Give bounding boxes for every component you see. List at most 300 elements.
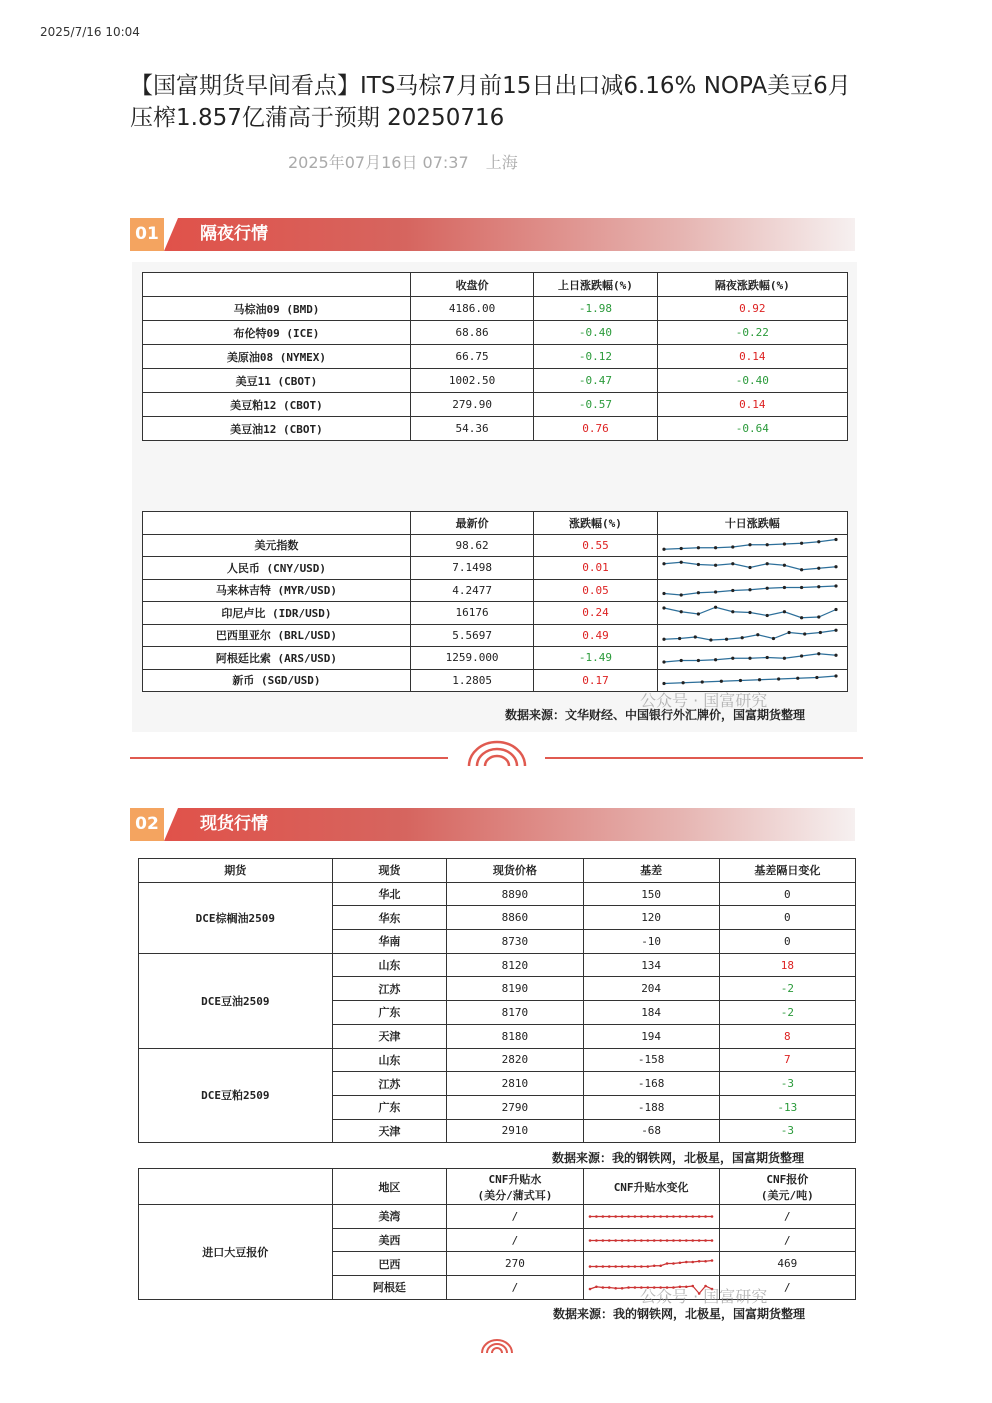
sparkline-point (662, 562, 665, 565)
latest-price: 1259.000 (410, 647, 533, 670)
watermark: 公众号 · 国富研究 (640, 691, 768, 710)
sparkline-point (679, 593, 682, 596)
basis: -68 (583, 1119, 719, 1143)
basis: 134 (583, 953, 719, 977)
sparkline-point (646, 1239, 649, 1242)
table-row (143, 602, 848, 625)
sparkline-point (627, 1286, 630, 1289)
sparkline-point (620, 1287, 623, 1290)
sparkline-point (662, 661, 665, 664)
sparkline-path (664, 676, 836, 684)
instrument-name: 布伦特09 (ICE) (143, 321, 411, 345)
section-number: 02 (130, 808, 164, 841)
table-row (143, 297, 848, 321)
sparkline-path (664, 630, 836, 640)
spot-price: 2790 (447, 1095, 583, 1119)
sparkline-point (700, 680, 703, 683)
sparkline-point (627, 1265, 630, 1268)
cnf-premium-trend (583, 1205, 719, 1229)
sparkline-point (614, 1287, 617, 1290)
overnight-table (142, 272, 848, 441)
spot-price: 2820 (447, 1048, 583, 1072)
night-change: -0.64 (657, 417, 847, 441)
import-label: 进口大豆报价 (139, 1205, 333, 1300)
sparkline-point (714, 658, 717, 661)
sparkline-point (652, 1215, 655, 1218)
sparkline-point (678, 1262, 681, 1265)
sparkline-point (817, 652, 820, 655)
table-row (143, 557, 848, 580)
sparkline-point (696, 613, 699, 616)
sparkline-point (685, 1239, 688, 1242)
spot-price: 8180 (447, 1024, 583, 1048)
article-meta (288, 150, 530, 173)
sparkline-point (800, 541, 803, 544)
sparkline-point (818, 631, 821, 634)
future-contract: DCE豆油2509 (139, 953, 333, 1048)
sparkline-point (748, 543, 751, 546)
sparkline-point (685, 1215, 688, 1218)
ten-day-trend (657, 647, 847, 670)
sparkline-point (731, 562, 734, 565)
basis-change: -3 (719, 1072, 855, 1096)
sparkline-point (614, 1215, 617, 1218)
table-row (143, 534, 848, 557)
sparkline-point (834, 584, 837, 587)
sparkline (658, 625, 842, 646)
ten-day-trend (657, 557, 847, 580)
sparkline-point (633, 1286, 636, 1289)
change-pct: 0.17 (534, 669, 657, 692)
cnf-quote: / (719, 1276, 855, 1300)
basis-change: 18 (719, 953, 855, 977)
sparkline-point (710, 1259, 713, 1262)
sparkline-point (679, 659, 682, 662)
sparkline-point (588, 1288, 591, 1291)
spot-price: 8730 (447, 930, 583, 954)
origin-region: 阿根廷 (332, 1276, 447, 1300)
sparkline-point (817, 616, 820, 619)
change-pct: 0.49 (534, 624, 657, 647)
header-cell: 十日涨跌幅 (657, 512, 847, 535)
sparkline-point (765, 586, 768, 589)
sparkline-point (662, 637, 665, 640)
ten-day-trend (657, 534, 847, 557)
change-pct: 0.05 (534, 579, 657, 602)
day-change: -0.40 (534, 321, 657, 345)
sparkline (658, 535, 842, 556)
sparkline-point (691, 1261, 694, 1264)
header-cell: 期货 (139, 859, 333, 883)
section-header-spot (130, 808, 855, 841)
sparkline-point (817, 585, 820, 588)
sparkline-point (601, 1265, 604, 1268)
data-source-note: 数据来源：我的钢铁网，北极星，国富期货整理 (553, 1307, 806, 1321)
change-pct: -1.49 (534, 647, 657, 670)
header-cell: 最新价 (410, 512, 533, 535)
sparkline-point (756, 633, 759, 636)
sparkline-point (679, 547, 682, 550)
sparkline-point (782, 610, 785, 613)
close-price: 4186.00 (410, 297, 533, 321)
sparkline-point (771, 637, 774, 640)
change-pct: 0.24 (534, 602, 657, 625)
sparkline-point (800, 655, 803, 658)
latest-price: 7.1498 (410, 557, 533, 580)
spot-region: 华北 (332, 882, 447, 906)
sparkline-point (834, 538, 837, 541)
spot-price: 8170 (447, 1001, 583, 1025)
sparkline-point (693, 635, 696, 638)
close-price: 66.75 (410, 345, 533, 369)
sparkline-point (614, 1239, 617, 1242)
sparkline-point (834, 674, 837, 677)
sparkline-point (662, 682, 665, 685)
header-cell: 地区 (332, 1169, 447, 1205)
sparkline-point (697, 1239, 700, 1242)
sparkline-point (640, 1239, 643, 1242)
night-change: 0.14 (657, 345, 847, 369)
sparkline-point (679, 610, 682, 613)
sparkline-point (595, 1239, 598, 1242)
header-cell (143, 273, 411, 297)
sparkline-point (659, 1215, 662, 1218)
spot-price: 2910 (447, 1119, 583, 1143)
header-cell: 现货 (332, 859, 447, 883)
sparkline-point (607, 1286, 610, 1289)
data-source-note: 数据来源：我的钢铁网，北极星，国富期货整理 (552, 1151, 805, 1165)
sparkline-point (765, 543, 768, 546)
sparkline-point (800, 586, 803, 589)
basis-change: 7 (719, 1048, 855, 1072)
latest-price: 98.62 (410, 534, 533, 557)
spot-region: 华东 (332, 906, 447, 930)
sparkline-point (681, 681, 684, 684)
sparkline-point (607, 1215, 610, 1218)
sparkline-point (834, 654, 837, 657)
sparkline-point (662, 592, 665, 595)
table-row (143, 624, 848, 647)
sparkline-point (704, 1260, 707, 1263)
cnf-premium: 270 (447, 1252, 583, 1276)
sparkline-point (595, 1215, 598, 1218)
sparkline-point (704, 1239, 707, 1242)
basis: 120 (583, 906, 719, 930)
article-title: 【国富期货早间看点】ITS马棕7月前15日出口减6.16% NOPA美豆6月压榨1.857亿蒲高于预期 20250716 (130, 73, 851, 131)
header-cell: 现货价格 (447, 859, 583, 883)
cnf-quote: / (719, 1205, 855, 1229)
sparkline-point (709, 638, 712, 641)
sparkline-point (738, 679, 741, 682)
currency-name: 印尼卢比 (IDR/USD) (143, 602, 411, 625)
currency-name: 马来林吉特 (MYR/USD) (143, 579, 411, 602)
instrument-name: 马棕油09 (BMD) (143, 297, 411, 321)
spot-region: 天津 (332, 1024, 447, 1048)
header-cell: 基差 (583, 859, 719, 883)
spot-price: 8120 (447, 953, 583, 977)
table-row (143, 647, 848, 670)
cnf-premium-trend (583, 1228, 719, 1252)
basis: 150 (583, 882, 719, 906)
table-row (143, 579, 848, 602)
sparkline-point (696, 591, 699, 594)
basis: 204 (583, 977, 719, 1001)
sparkline-point (834, 608, 837, 611)
table-row (139, 1205, 856, 1229)
sparkline-point (714, 590, 717, 593)
sparkline-point (697, 1260, 700, 1263)
section-header-overnight (130, 218, 855, 251)
header-cell: CNF升贴水变化 (583, 1169, 719, 1205)
table-row (139, 1048, 856, 1072)
basis: -10 (583, 930, 719, 954)
section-title: 隔夜行情 (200, 224, 268, 244)
sparkline (658, 557, 842, 578)
sparkline-point (588, 1239, 591, 1242)
table-row (143, 345, 848, 369)
sparkline-point (714, 606, 717, 609)
table-header-row (139, 859, 856, 883)
sparkline-point (659, 1265, 662, 1268)
latest-price: 4.2477 (410, 579, 533, 602)
sparkline-point (714, 546, 717, 549)
header-cell: 基差隔日变化 (719, 859, 855, 883)
sparkline-point (696, 563, 699, 566)
future-contract: DCE棕榈油2509 (139, 882, 333, 953)
currency-name: 新币 (SGD/USD) (143, 669, 411, 692)
sparkline-point (672, 1262, 675, 1265)
sparkline-point (765, 562, 768, 565)
sparkline-point (595, 1265, 598, 1268)
section-number: 01 (130, 218, 164, 251)
sparkline-point (787, 631, 790, 634)
table-row (139, 882, 856, 906)
sparkline-point (796, 676, 799, 679)
sparkline-point (691, 1239, 694, 1242)
night-change: -0.22 (657, 321, 847, 345)
spot-price: 8860 (447, 906, 583, 930)
sparkline-point (640, 1265, 643, 1268)
ten-day-trend (657, 624, 847, 647)
basis-change: -13 (719, 1095, 855, 1119)
sparkline-point (719, 679, 722, 682)
sparkline-point (714, 564, 717, 567)
cnf-quote: / (719, 1228, 855, 1252)
spot-region: 江苏 (332, 977, 447, 1001)
sparkline-point (765, 614, 768, 617)
sparkline-point (725, 637, 728, 640)
sparkline-point (758, 678, 761, 681)
cnf-quote: 469 (719, 1252, 855, 1276)
sparkline-point (595, 1285, 598, 1288)
basis-change: 0 (719, 882, 855, 906)
header-cell: CNF升贴水 (美分/蒲式耳) (447, 1169, 583, 1205)
sparkline-point (782, 542, 785, 545)
currency-name: 美元指数 (143, 534, 411, 557)
sparkline-point (834, 565, 837, 568)
table-header-row (139, 1169, 856, 1205)
header-cell: 隔夜涨跌幅(%) (657, 273, 847, 297)
basis: -188 (583, 1095, 719, 1119)
latest-price: 5.5697 (410, 624, 533, 647)
sparkline-point (607, 1265, 610, 1268)
header-cell: 涨跌幅(%) (534, 512, 657, 535)
change-pct: 0.55 (534, 534, 657, 557)
divider-line-right (545, 757, 863, 759)
close-price: 68.86 (410, 321, 533, 345)
basis-change: 0 (719, 930, 855, 954)
sparkline-point (627, 1215, 630, 1218)
night-change: 0.14 (657, 393, 847, 417)
cnf-premium: / (447, 1205, 583, 1229)
data-source-note: 数据来源：文华财经、中国银行外汇牌价，国富期货整理 (505, 708, 806, 722)
sparkline-point (620, 1265, 623, 1268)
basis-change: -2 (719, 977, 855, 1001)
sparkline-point (633, 1239, 636, 1242)
basis-change: -3 (719, 1119, 855, 1143)
sparkline-point (782, 564, 785, 567)
ten-day-trend (657, 602, 847, 625)
basis: 184 (583, 1001, 719, 1025)
basis-change: -2 (719, 1001, 855, 1025)
sparkline-point (731, 610, 734, 613)
latest-price: 16176 (410, 602, 533, 625)
sparkline-point (601, 1215, 604, 1218)
sparkline (658, 602, 842, 623)
cnf-premium: / (447, 1276, 583, 1300)
table-row (139, 953, 856, 977)
watermark: 公众号 · 国富研究 (640, 1287, 768, 1306)
sparkline-point (731, 589, 734, 592)
table-row (143, 321, 848, 345)
sparkline-point (777, 677, 780, 680)
spot-region: 广东 (332, 1001, 447, 1025)
sparkline-point (620, 1215, 623, 1218)
header-cell (143, 512, 411, 535)
spot-price: 8890 (447, 882, 583, 906)
sparkline-point (627, 1239, 630, 1242)
sparkline-point (817, 567, 820, 570)
sparkline-point (640, 1215, 643, 1218)
sparkline-point (691, 1215, 694, 1218)
spot-region: 天津 (332, 1119, 447, 1143)
currency-name: 人民币 (CNY/USD) (143, 557, 411, 580)
close-price: 279.90 (410, 393, 533, 417)
sparkline-point (710, 1215, 713, 1218)
sparkline-point (665, 1239, 668, 1242)
sparkline-point (748, 611, 751, 614)
spot-region: 山东 (332, 953, 447, 977)
currency-name: 巴西里亚尔 (BRL/USD) (143, 624, 411, 647)
sparkline-point (679, 561, 682, 564)
latest-price: 1.2805 (410, 669, 533, 692)
sparkline-point (659, 1239, 662, 1242)
divider-line-left (130, 757, 448, 759)
table-row (143, 417, 848, 441)
sparkline-point (652, 1239, 655, 1242)
spot-region: 江苏 (332, 1072, 447, 1096)
basis-change: 0 (719, 906, 855, 930)
sparkline-point (601, 1286, 604, 1289)
origin-region: 美湾 (332, 1205, 447, 1229)
sparkline (658, 647, 842, 668)
sparkline-point (614, 1265, 617, 1268)
header-cell: CNF报价 (美元/吨) (719, 1169, 855, 1205)
instrument-name: 美豆11 (CBOT) (143, 369, 411, 393)
sparkline-point (601, 1239, 604, 1242)
sparkline-point (748, 588, 751, 591)
spot-price: 8190 (447, 977, 583, 1001)
spot-region: 华南 (332, 930, 447, 954)
sparkline-point (672, 1239, 675, 1242)
origin-region: 巴西 (332, 1252, 447, 1276)
sparkline-point (834, 628, 837, 631)
sparkline-point (665, 1262, 668, 1265)
sparkline-point (678, 1239, 681, 1242)
sparkline-point (607, 1239, 610, 1242)
close-price: 1002.50 (410, 369, 533, 393)
import-soybean-table (138, 1168, 856, 1300)
sparkline-point (815, 676, 818, 679)
day-change: -0.57 (534, 393, 657, 417)
header-cell: 上日涨跌幅(%) (534, 273, 657, 297)
origin-region: 美西 (332, 1228, 447, 1252)
table-row (143, 369, 848, 393)
future-contract: DCE豆粕2509 (139, 1048, 333, 1143)
night-change: -0.40 (657, 369, 847, 393)
basis: -168 (583, 1072, 719, 1096)
basis: 194 (583, 1024, 719, 1048)
sparkline-point (704, 1215, 707, 1218)
sparkline-point (678, 637, 681, 640)
sparkline-point (588, 1265, 591, 1268)
instrument-name: 美原油08 (NYMEX) (143, 345, 411, 369)
day-change: -1.98 (534, 297, 657, 321)
sparkline-point (740, 636, 743, 639)
sparkline-point (731, 657, 734, 660)
sparkline-point (748, 657, 751, 660)
sparkline-point (817, 540, 820, 543)
publish-date: 2025年07月16日 07:37 (288, 153, 469, 172)
table-header-row (143, 512, 848, 535)
table-row (143, 393, 848, 417)
sparkline-point (633, 1215, 636, 1218)
sparkline-point (710, 1239, 713, 1242)
sparkline (658, 580, 842, 601)
ten-day-trend (657, 579, 847, 602)
sparkline-point (696, 546, 699, 549)
sparkline-point (697, 1215, 700, 1218)
sparkline-point (665, 1215, 668, 1218)
sparkline-point (662, 547, 665, 550)
sparkline-point (620, 1239, 623, 1242)
basis-change: 8 (719, 1024, 855, 1048)
basis: -158 (583, 1048, 719, 1072)
sparkline-point (588, 1215, 591, 1218)
night-change: 0.92 (657, 297, 847, 321)
cloud-ornament-icon (465, 738, 529, 768)
day-change: -0.47 (534, 369, 657, 393)
table-header-row (143, 273, 848, 297)
sparkline-point (782, 657, 785, 660)
day-change: -0.12 (534, 345, 657, 369)
sparkline-point (800, 568, 803, 571)
sparkline-point (662, 607, 665, 610)
sparkline-point (646, 1265, 649, 1268)
spot-price: 2810 (447, 1072, 583, 1096)
sparkline-point (652, 1265, 655, 1268)
sparkline (584, 1230, 718, 1251)
